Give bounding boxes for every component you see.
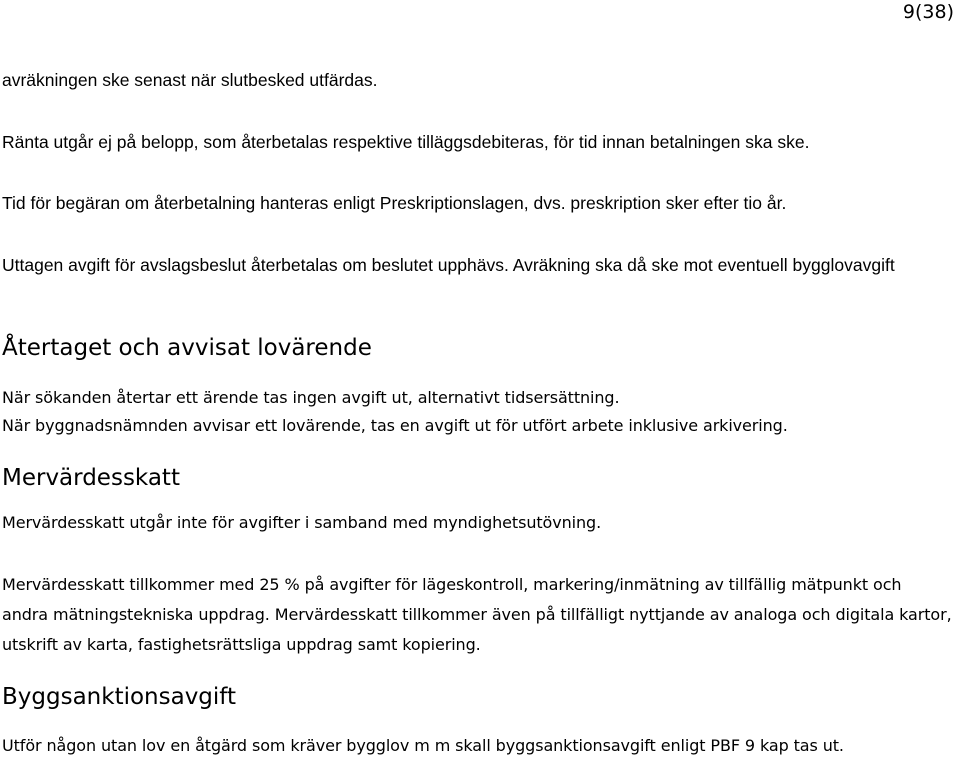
page-number: 9(38): [902, 1, 954, 23]
paragraph-settlement: avräkningen ske senast när slutbesked utfärdas.: [2, 70, 378, 90]
heading-sanction-fee: Byggsanktionsavgift: [2, 684, 237, 710]
heading-vat: Mervärdesskatt: [2, 465, 180, 491]
paragraph-rejected: När byggnadsnämnden avvisar ett lovärende, tas en avgift ut för utfört arbete inklusive arkivering.: [2, 416, 788, 435]
paragraph-vat-exempt: Mervärdesskatt utgår inte för avgifter i samband med myndighetsutövning.: [2, 513, 602, 532]
paragraph-limitation: Tid för begäran om återbetalning hanteras enligt Preskriptionslagen, dvs. preskription sker efter tio år.: [2, 193, 787, 213]
heading-withdrawn-permit: Återtaget och avvisat lovärende: [2, 335, 372, 361]
paragraph-withdrawn: När sökanden återtar ett ärende tas ingen avgift ut, alternativt tidsersättning.: [2, 388, 620, 407]
paragraph-interest: Ränta utgår ej på belopp, som återbetalas respektive tilläggsdebiteras, för tid innan betalningen ska ske.: [2, 132, 810, 152]
paragraph-vat-applies: Mervärdesskatt tillkommer med 25 % på avgifter för lägeskontroll, markering/inmätning av tillfällig mätpunkt och andra mätningstekniska uppdrag. Mervärdesskatt tillkommer även på tillfälligt nyttjande av analoga och digitala kartor, utskrift av karta, fastighetsrättsliga uppdrag samt kopiering.: [2, 575, 952, 654]
paragraph-sanction-fee: Utför någon utan lov en åtgärd som kräver bygglov m m skall byggsanktionsavgift enligt PBF 9 kap tas ut.: [2, 736, 844, 755]
paragraph-refund: Uttagen avgift för avslagsbeslut återbetalas om beslutet upphävs. Avräkning ska då ske mot eventuell bygglovavgift: [2, 255, 895, 275]
